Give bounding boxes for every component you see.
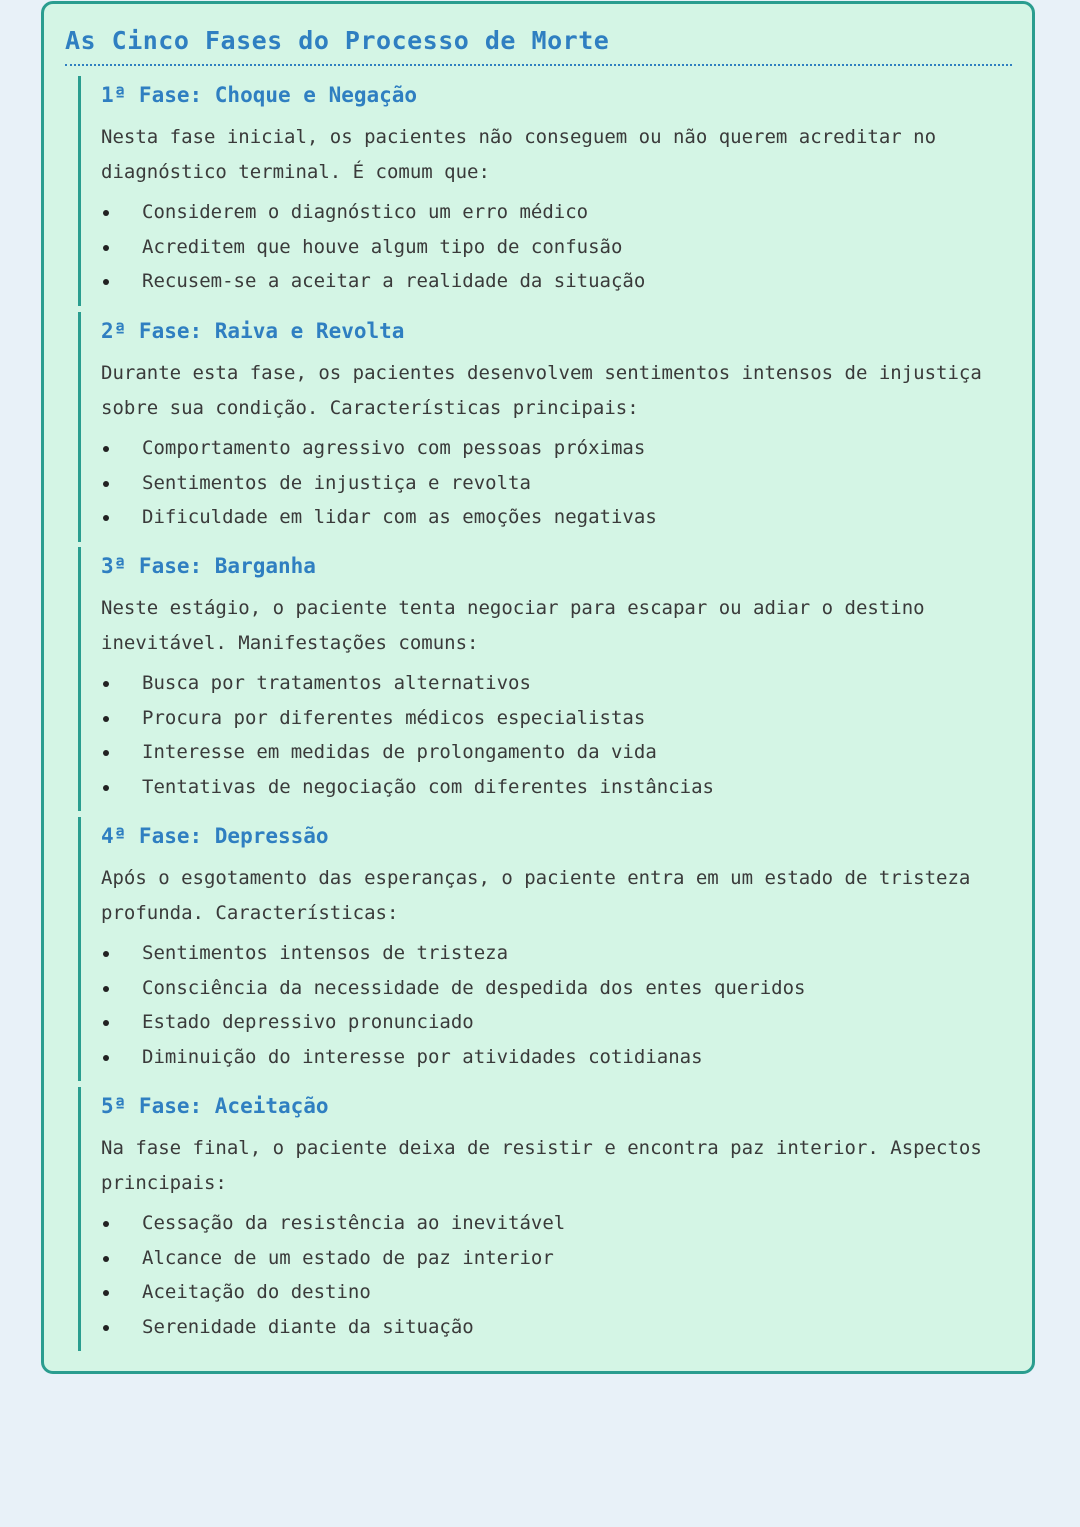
list-item (101, 735, 714, 770)
bullet-icon (103, 1020, 109, 1026)
list-item (101, 1206, 565, 1241)
title-divider (65, 64, 1012, 66)
phase-section-5 (78, 1087, 1008, 1351)
bullet-icon (103, 515, 109, 521)
list-item-text: Sentimentos de injustiça e revolta (142, 471, 531, 494)
list-item-text: Tentativas de negociação com diferentes instâncias (142, 775, 714, 798)
phase-heading: 4ª Fase: Depressão (101, 824, 329, 848)
list-item (101, 1040, 805, 1075)
phase-list (101, 1206, 565, 1344)
phase-section-1 (78, 76, 1008, 306)
list-item-text: Considerem o diagnóstico um erro médico (142, 201, 589, 223)
list-item-text: Alcance de um estado de paz interior (142, 1246, 554, 1269)
list-item (101, 195, 645, 230)
list-item (101, 701, 714, 736)
list-item (101, 500, 657, 535)
list-item-text: Aceitação do destino (142, 1281, 371, 1304)
list-item (101, 666, 714, 701)
bullet-icon (103, 446, 109, 452)
list-item-text: Comportamento agressivo com pessoas próximas (142, 437, 646, 459)
bullet-icon (103, 986, 109, 992)
page-title: As Cinco Fases do Processo de Morte (65, 26, 610, 55)
bullet-icon (103, 1221, 109, 1227)
phase-section-4 (78, 817, 1008, 1081)
list-item (101, 1310, 565, 1345)
phase-list (101, 195, 645, 299)
bullet-icon (103, 245, 109, 251)
content-card (41, 1, 1035, 1374)
phase-intro: Nesta fase inicial, os pacientes não conseguem ou não querem acreditar no diagnóstico terminal. É comum que: (101, 126, 937, 183)
bullet-icon (103, 1055, 109, 1061)
list-item-text: Recusem-se a aceitar a realidade da situação (142, 270, 646, 293)
list-item-text: Estado depressivo pronunciado (142, 1011, 474, 1034)
list-item-text: Serenidade diante da situação (142, 1315, 474, 1338)
list-item (101, 1241, 565, 1276)
bullet-icon (103, 1290, 109, 1296)
phase-heading: 2ª Fase: Raiva e Revolta (101, 319, 405, 343)
phase-heading: 5ª Fase: Aceitação (101, 1094, 329, 1118)
list-item-text: Busca por tratamentos alternativos (142, 672, 531, 694)
phase-list (101, 666, 714, 804)
list-item (101, 936, 805, 971)
list-item (101, 264, 645, 299)
bullet-icon (103, 210, 109, 216)
bullet-icon (103, 750, 109, 756)
list-item (101, 431, 657, 466)
phase-heading: 3ª Fase: Barganha (101, 554, 316, 578)
list-item-text: Acreditem que houve algum tipo de confusão (142, 235, 623, 258)
bullet-icon (103, 1256, 109, 1262)
phase-section-2 (78, 312, 1008, 542)
phase-intro: Durante esta fase, os pacientes desenvolvem sentimentos intensos de injustiça sobre sua condição. Características principais: (101, 362, 982, 419)
list-item-text: Interesse em medidas de prolongamento da vida (142, 741, 657, 764)
list-item-text: Sentimentos intensos de tristeza (142, 942, 509, 964)
bullet-icon (103, 279, 109, 285)
bullet-icon (103, 716, 109, 722)
bullet-icon (103, 1325, 109, 1331)
list-item (101, 466, 657, 501)
list-item (101, 230, 645, 265)
list-item-text: Diminuição do interesse por atividades cotidianas (142, 1045, 703, 1068)
phase-intro: Após o esgotamento das esperanças, o paciente entra em um estado de tristeza profunda. Características: (101, 867, 971, 924)
phase-list (101, 936, 805, 1074)
phase-list (101, 431, 657, 535)
list-item-text: Procura por diferentes médicos especialistas (142, 706, 646, 729)
phase-intro: Neste estágio, o paciente tenta negociar para escapar ou adiar o destino inevitável. Manifestações comuns: (101, 597, 925, 654)
bullet-icon (103, 481, 109, 487)
bullet-icon (103, 681, 109, 687)
list-item (101, 770, 714, 805)
list-item (101, 1005, 805, 1040)
list-item (101, 971, 805, 1006)
bullet-icon (103, 785, 109, 791)
phase-heading: 1ª Fase: Choque e Negação (101, 83, 418, 107)
bullet-icon (103, 951, 109, 957)
list-item-text: Cessação da resistência ao inevitável (142, 1212, 566, 1234)
list-item-text: Dificuldade em lidar com as emoções negativas (142, 506, 657, 529)
phase-section-3 (78, 547, 1008, 811)
list-item (101, 1275, 565, 1310)
list-item-text: Consciência da necessidade de despedida dos entes queridos (142, 976, 806, 999)
phase-intro: Na fase final, o paciente deixa de resistir e encontra paz interior. Aspectos principais: (101, 1137, 982, 1194)
